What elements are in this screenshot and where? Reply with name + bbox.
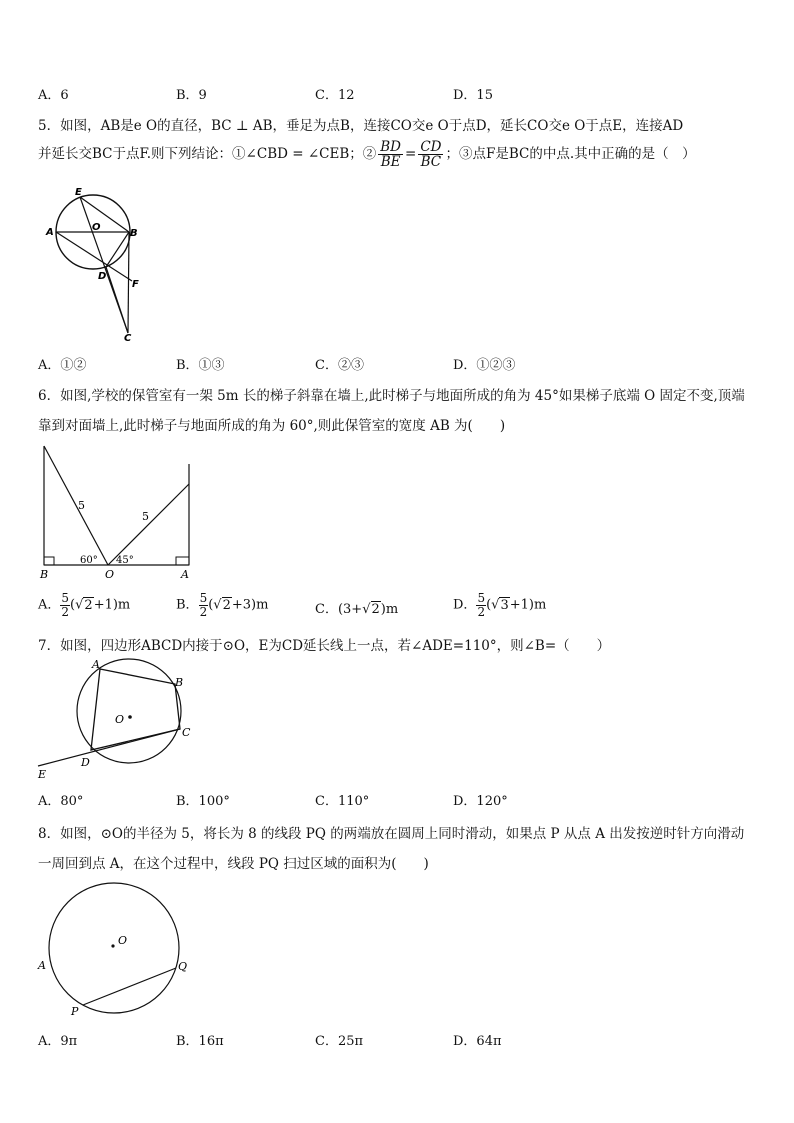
q8-option-d: D．64π [453, 1034, 502, 1049]
q6-option-d: D． $\frac{5}{2}$ (√3+1)m [453, 591, 547, 619]
q7-label-O: O [115, 713, 125, 726]
q8-label-O: O [118, 934, 128, 947]
q5-option-a: A．①② [38, 358, 87, 373]
q7-label-C: C [182, 726, 191, 739]
q5-label-A: A [46, 227, 54, 238]
q8-line1: 8．如图，⊙O的半径为 5，将长为 8 的线段 PQ 的两端放在圆周上同时滑动，如果点 P 从点 A 出发按逆时针方向滑动 [38, 826, 745, 842]
q4-option-c: C．12 [315, 88, 355, 103]
q5-figure [40, 185, 150, 345]
q6-figure [36, 440, 200, 584]
q7-figure [34, 656, 204, 784]
q6-label-right-length: 5 [142, 510, 149, 523]
q6-line2: 靠到对面墙上,此时梯子与地面所成的角为 60°,则此保管室的宽度 AB 为( ) [38, 418, 506, 434]
q4-option-a: A．6 [38, 88, 69, 103]
q5-label-D: D [98, 271, 107, 282]
q8-label-P: P [71, 1005, 79, 1018]
q5-option-b: B．①③ [176, 358, 225, 373]
q7-option-d: D．120° [453, 794, 508, 809]
q6-label-angle-60: 60° [80, 555, 98, 566]
q7-option-b: B．100° [176, 794, 230, 809]
q7-label-A: A [92, 658, 100, 671]
q6-label-left-length: 5 [78, 499, 85, 512]
q8-option-a: A．9π [38, 1034, 78, 1049]
q6-label-B: B [40, 568, 49, 581]
q8-option-c: C．25π [315, 1034, 364, 1049]
q7-option-a: A．80° [38, 794, 84, 809]
q5-label-F: F [132, 279, 139, 290]
q5-label-E: E [75, 187, 82, 198]
q8-label-Q: Q [178, 960, 188, 973]
q7-option-c: C．110° [315, 794, 370, 809]
q6-option-c: C．(3+√2)m [315, 602, 399, 617]
q5-line1: 5．如图，AB是e O的直径，BC ⊥ AB，垂足为点B，连接CO交e O于点D，延长CO交e O于点E，连接AD [38, 118, 684, 134]
q8-line2: 一周回到点 A，在这个过程中，线段 PQ 扫过区域的面积为( ) [38, 856, 429, 872]
q6-label-O: O [105, 568, 115, 581]
q7-line1: 7．如图，四边形ABCD内接于⊙O，E为CD延长线上一点，若∠ADE=110°，则∠B=（ ） [38, 638, 611, 654]
q7-label-D: D [81, 756, 90, 769]
q6-line1: 6．如图,学校的保管室有一架 5m 长的梯子斜靠在墙上,此时梯子与地面所成的角为 45°如果梯子底端 O 固定不变,顶端 [38, 388, 745, 404]
q6-option-a: A． $\frac{5}{2}$ (√2+1)m [38, 591, 131, 619]
q8-figure [34, 880, 204, 1020]
q5-label-C: C [124, 333, 132, 344]
q5-line2: 并延长交BC于点F.则下列结论：①∠CBD = ∠CEB；② $\frac{BD}{BE}$ = $\frac{CD}{BC}$ ；③点F是BC的中点.其中正确的是（ ） [38, 139, 696, 171]
q8-option-b: B．16π [176, 1034, 224, 1049]
q4-option-b: B．9 [176, 88, 207, 103]
q6-label-angle-45: 45° [116, 555, 134, 566]
q7-label-B: B [175, 676, 184, 689]
q6-label-A: A [181, 568, 189, 581]
q5-option-c: C．②③ [315, 358, 364, 373]
q8-label-A: A [38, 959, 46, 972]
q5-option-d: D．①②③ [453, 358, 516, 373]
q5-label-B: B [130, 228, 138, 239]
q4-option-d: D．15 [453, 88, 493, 103]
q6-option-b: B． $\frac{5}{2}$ (√2+3)m [176, 591, 269, 619]
q7-label-E: E [38, 768, 47, 781]
q5-label-O: O [92, 222, 101, 233]
